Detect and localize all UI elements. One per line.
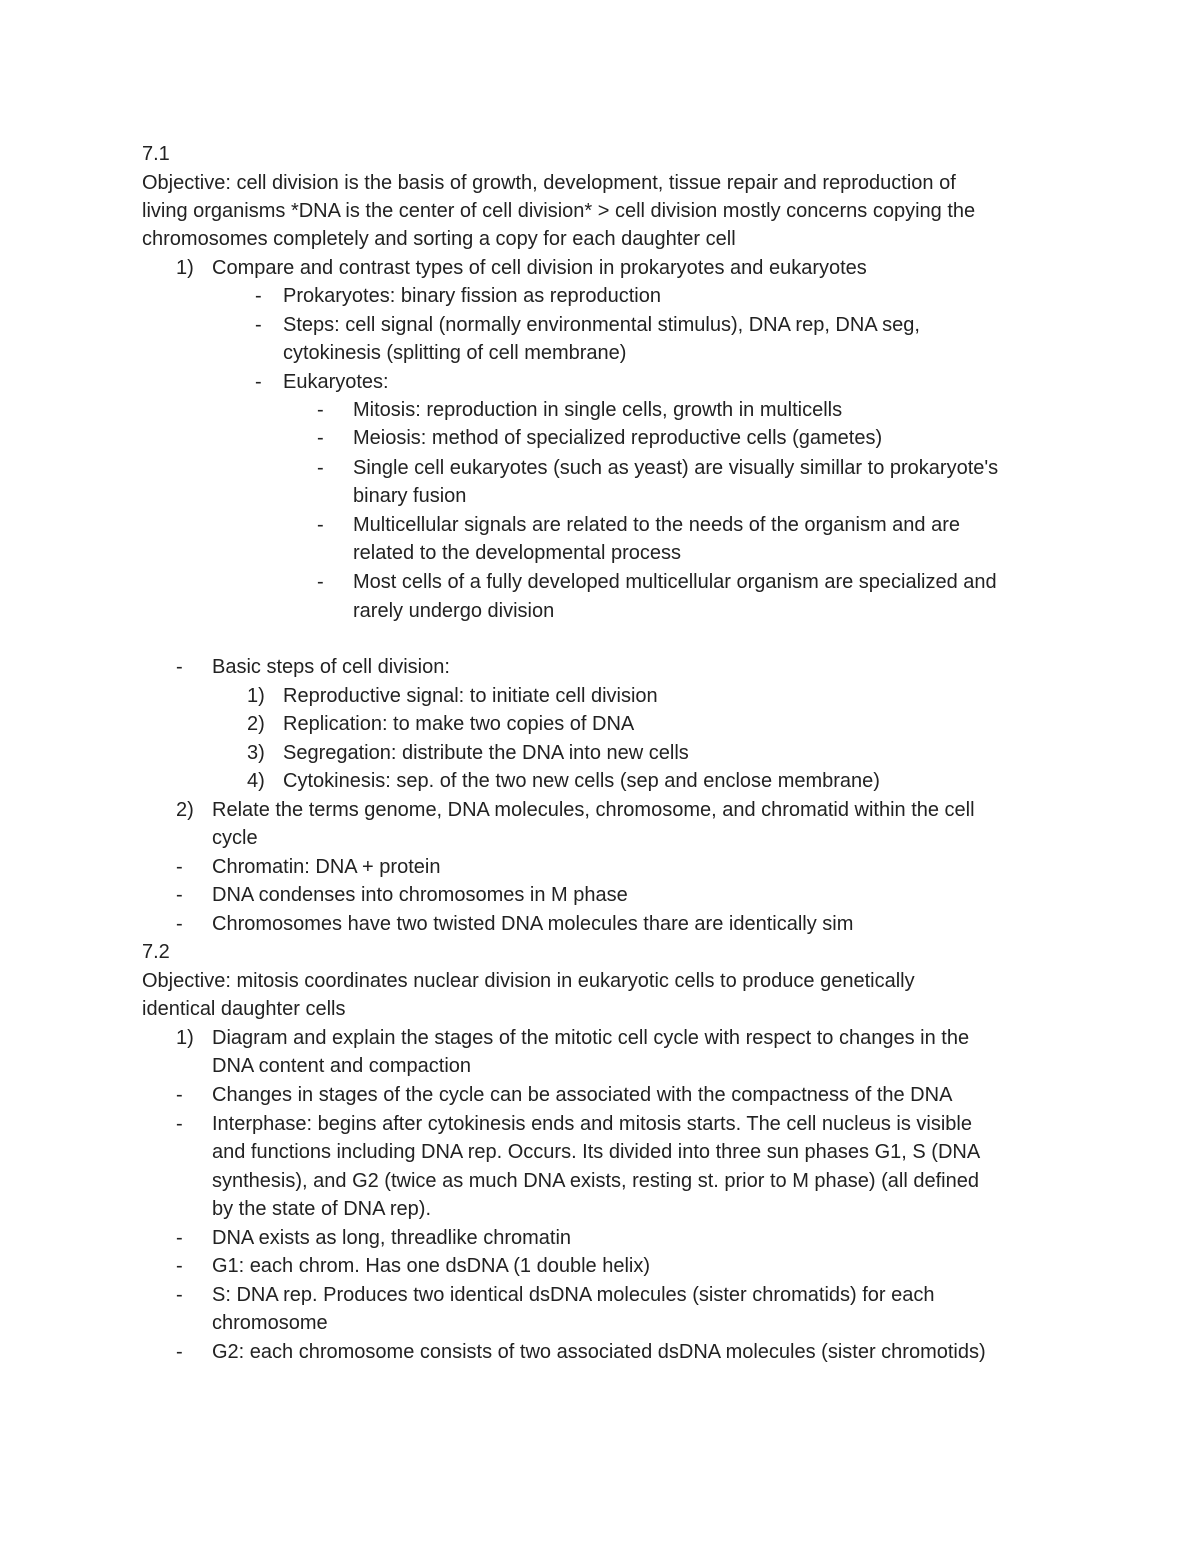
step-item: Reproductive signal: to initiate cell division bbox=[283, 685, 658, 707]
bullet-marker: - bbox=[255, 371, 262, 393]
objective-line: living organisms *DNA is the center of cell division* > cell division mostly concerns copying the bbox=[142, 200, 976, 222]
bullet-item: S: DNA rep. Produces two identical dsDNA molecules (sister chromatids) for each bbox=[212, 1284, 935, 1306]
bullet-item-continuation: synthesis), and G2 (twice as much DNA exists, resting st. prior to M phase) (all defined bbox=[212, 1170, 979, 1192]
bullet-item: Basic steps of cell division: bbox=[212, 656, 450, 678]
list-marker: 1) bbox=[247, 685, 265, 707]
sub-bullet-item-continuation: related to the developmental process bbox=[353, 542, 681, 564]
bullet-marker: - bbox=[255, 314, 262, 336]
list-item: Compare and contrast types of cell division in prokaryotes and eukaryotes bbox=[212, 257, 867, 279]
bullet-item: DNA condenses into chromosomes in M phase bbox=[212, 884, 628, 906]
bullet-item: Prokaryotes: binary fission as reproduction bbox=[283, 285, 661, 307]
bullet-item-continuation: cytokinesis (splitting of cell membrane) bbox=[283, 342, 627, 364]
step-item: Segregation: distribute the DNA into new cells bbox=[283, 742, 689, 764]
sub-bullet-item: Most cells of a fully developed multicellular organism are specialized and bbox=[353, 571, 997, 593]
bullet-marker: - bbox=[176, 1113, 183, 1135]
sub-bullet-item: Meiosis: method of specialized reproductive cells (gametes) bbox=[353, 427, 883, 449]
bullet-marker: - bbox=[176, 1227, 183, 1249]
section-heading: 7.1 bbox=[142, 143, 170, 165]
bullet-marker: - bbox=[255, 285, 262, 307]
bullet-item: Chromatin: DNA + protein bbox=[212, 856, 441, 878]
sub-bullet-item-continuation: rarely undergo division bbox=[353, 600, 555, 622]
bullet-item: Changes in stages of the cycle can be associated with the compactness of the DNA bbox=[212, 1084, 953, 1106]
bullet-item: G2: each chromosome consists of two associated dsDNA molecules (sister chromotids) bbox=[212, 1341, 986, 1363]
bullet-item: DNA exists as long, threadlike chromatin bbox=[212, 1227, 572, 1249]
bullet-marker: - bbox=[176, 1284, 183, 1306]
sub-bullet-item-continuation: binary fusion bbox=[353, 485, 467, 507]
bullet-item: G1: each chrom. Has one dsDNA (1 double helix) bbox=[212, 1255, 650, 1277]
bullet-marker: - bbox=[176, 913, 183, 935]
bullet-item: Chromosomes have two twisted DNA molecules thare are identically sim bbox=[212, 913, 854, 935]
sub-bullet-item: Multicellular signals are related to the needs of the organism and are bbox=[353, 514, 961, 536]
bullet-item: Steps: cell signal (normally environmental stimulus), DNA rep, DNA seg, bbox=[283, 314, 920, 336]
sub-bullet-item: Single cell eukaryotes (such as yeast) are visually simillar to prokaryote's bbox=[353, 457, 999, 479]
section-heading: 7.2 bbox=[142, 941, 170, 963]
list-marker: 1) bbox=[176, 1027, 194, 1049]
list-item-continuation: DNA content and compaction bbox=[212, 1055, 472, 1077]
sub-bullet-item: Mitosis: reproduction in single cells, growth in multicells bbox=[353, 399, 843, 421]
bullet-item: Interphase: begins after cytokinesis ends and mitosis starts. The cell nucleus is visible bbox=[212, 1113, 972, 1135]
bullet-item: Eukaryotes: bbox=[283, 371, 389, 393]
bullet-marker: - bbox=[176, 1255, 183, 1277]
bullet-item-continuation: by the state of DNA rep). bbox=[212, 1198, 431, 1220]
bullet-item-continuation: chromosome bbox=[212, 1312, 328, 1334]
step-item: Replication: to make two copies of DNA bbox=[283, 713, 635, 735]
list-item-continuation: cycle bbox=[212, 827, 258, 849]
list-item: Relate the terms genome, DNA molecules, chromosome, and chromatid within the cell bbox=[212, 799, 975, 821]
objective-line: chromosomes completely and sorting a copy for each daughter cell bbox=[142, 228, 736, 250]
objective-line: Objective: cell division is the basis of growth, development, tissue repair and reproduction of bbox=[142, 172, 956, 194]
bullet-marker: - bbox=[176, 1084, 183, 1106]
bullet-marker: - bbox=[176, 856, 183, 878]
list-marker: 2) bbox=[247, 713, 265, 735]
bullet-marker: - bbox=[317, 514, 324, 536]
bullet-marker: - bbox=[317, 571, 324, 593]
objective-line: identical daughter cells bbox=[142, 998, 346, 1020]
bullet-marker: - bbox=[176, 1341, 183, 1363]
list-item: Diagram and explain the stages of the mitotic cell cycle with respect to changes in the bbox=[212, 1027, 970, 1049]
list-marker: 3) bbox=[247, 742, 265, 764]
step-item: Cytokinesis: sep. of the two new cells (sep and enclose membrane) bbox=[283, 770, 880, 792]
bullet-marker: - bbox=[176, 884, 183, 906]
bullet-marker: - bbox=[317, 427, 324, 449]
bullet-marker: - bbox=[317, 457, 324, 479]
bullet-item-continuation: and functions including DNA rep. Occurs. Its divided into three sun phases G1, S (DNA bbox=[212, 1141, 981, 1163]
list-marker: 2) bbox=[176, 799, 194, 821]
objective-line: Objective: mitosis coordinates nuclear division in eukaryotic cells to produce genetically bbox=[142, 970, 915, 992]
bullet-marker: - bbox=[317, 399, 324, 421]
list-marker: 4) bbox=[247, 770, 265, 792]
bullet-marker: - bbox=[176, 656, 183, 678]
list-marker: 1) bbox=[176, 257, 194, 279]
